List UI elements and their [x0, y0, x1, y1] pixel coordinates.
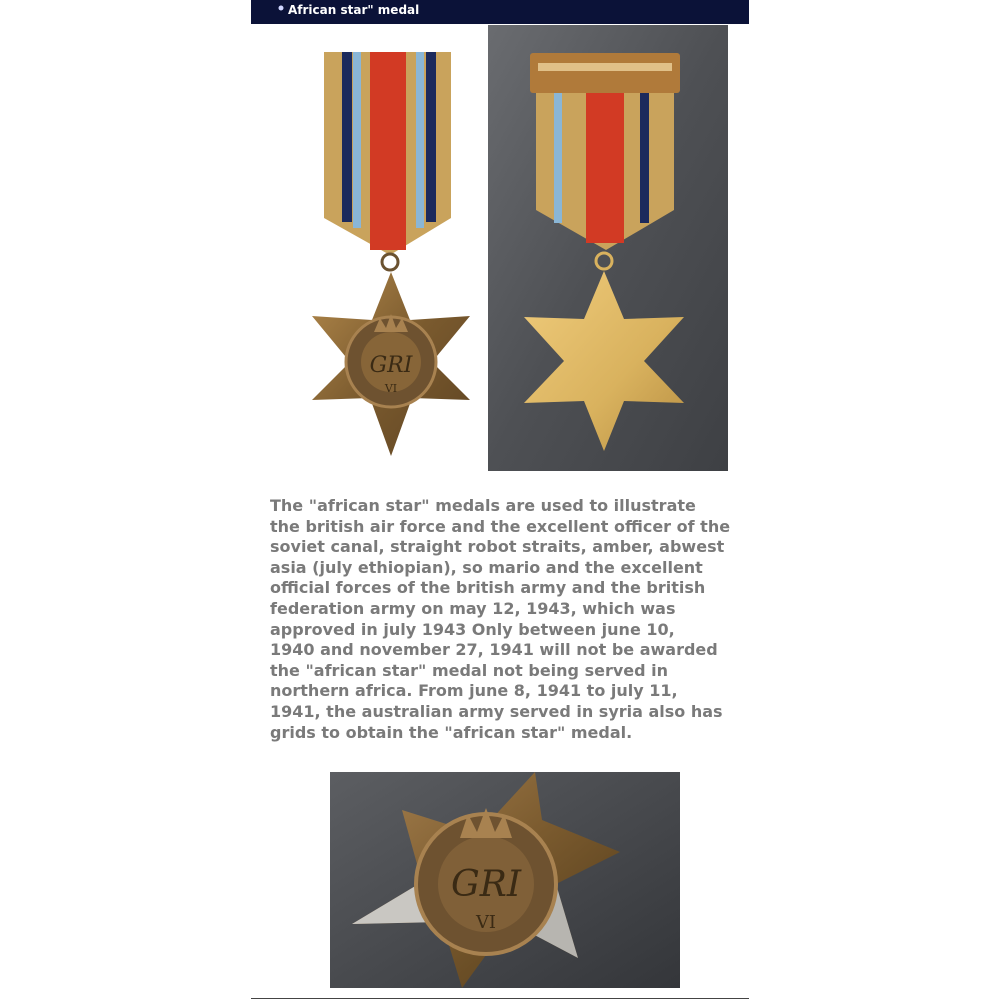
closeup-numeral-text: VI: [475, 912, 497, 933]
description-line: northern africa. From june 8, 1941 to july 11,: [270, 681, 678, 701]
bottom-divider: [251, 998, 749, 999]
sparkle-icon: [277, 4, 285, 12]
numeral-text: VI: [384, 382, 398, 395]
description-line: 1941, the australian army served in syria also has: [270, 701, 723, 721]
description-line: the "african star" medal not being served in: [270, 660, 669, 680]
description-line: soviet canal, straight robot straits, amber, abwest: [270, 537, 725, 557]
description-line: 1940 and november 27, 1941 will not be awarded: [270, 640, 718, 660]
description-line: asia (july ethiopian), so mario and the excellent: [270, 557, 703, 577]
description-line: The "african star" medals are used to illustrate: [270, 496, 696, 515]
medal-closeup-photo: [330, 772, 680, 988]
description-line: official forces of the british army and the british: [270, 578, 706, 598]
page-title: African star" medal: [288, 3, 420, 17]
description-line: approved in july 1943 Only between june 10,: [270, 619, 675, 639]
medal-back-photo: [488, 25, 728, 471]
monogram-text: GRI: [369, 353, 413, 378]
description-line: grids to obtain the "african star" medal.: [270, 722, 633, 742]
description-line: federation army on may 12, 1943, which was: [270, 598, 676, 618]
medal-description: [270, 496, 740, 743]
medal-front-photo: [300, 40, 485, 470]
closeup-monogram-text: GRI: [450, 864, 522, 905]
header-bar: [251, 0, 749, 24]
description-line: the british air force and the excellent officer of the: [270, 516, 731, 536]
